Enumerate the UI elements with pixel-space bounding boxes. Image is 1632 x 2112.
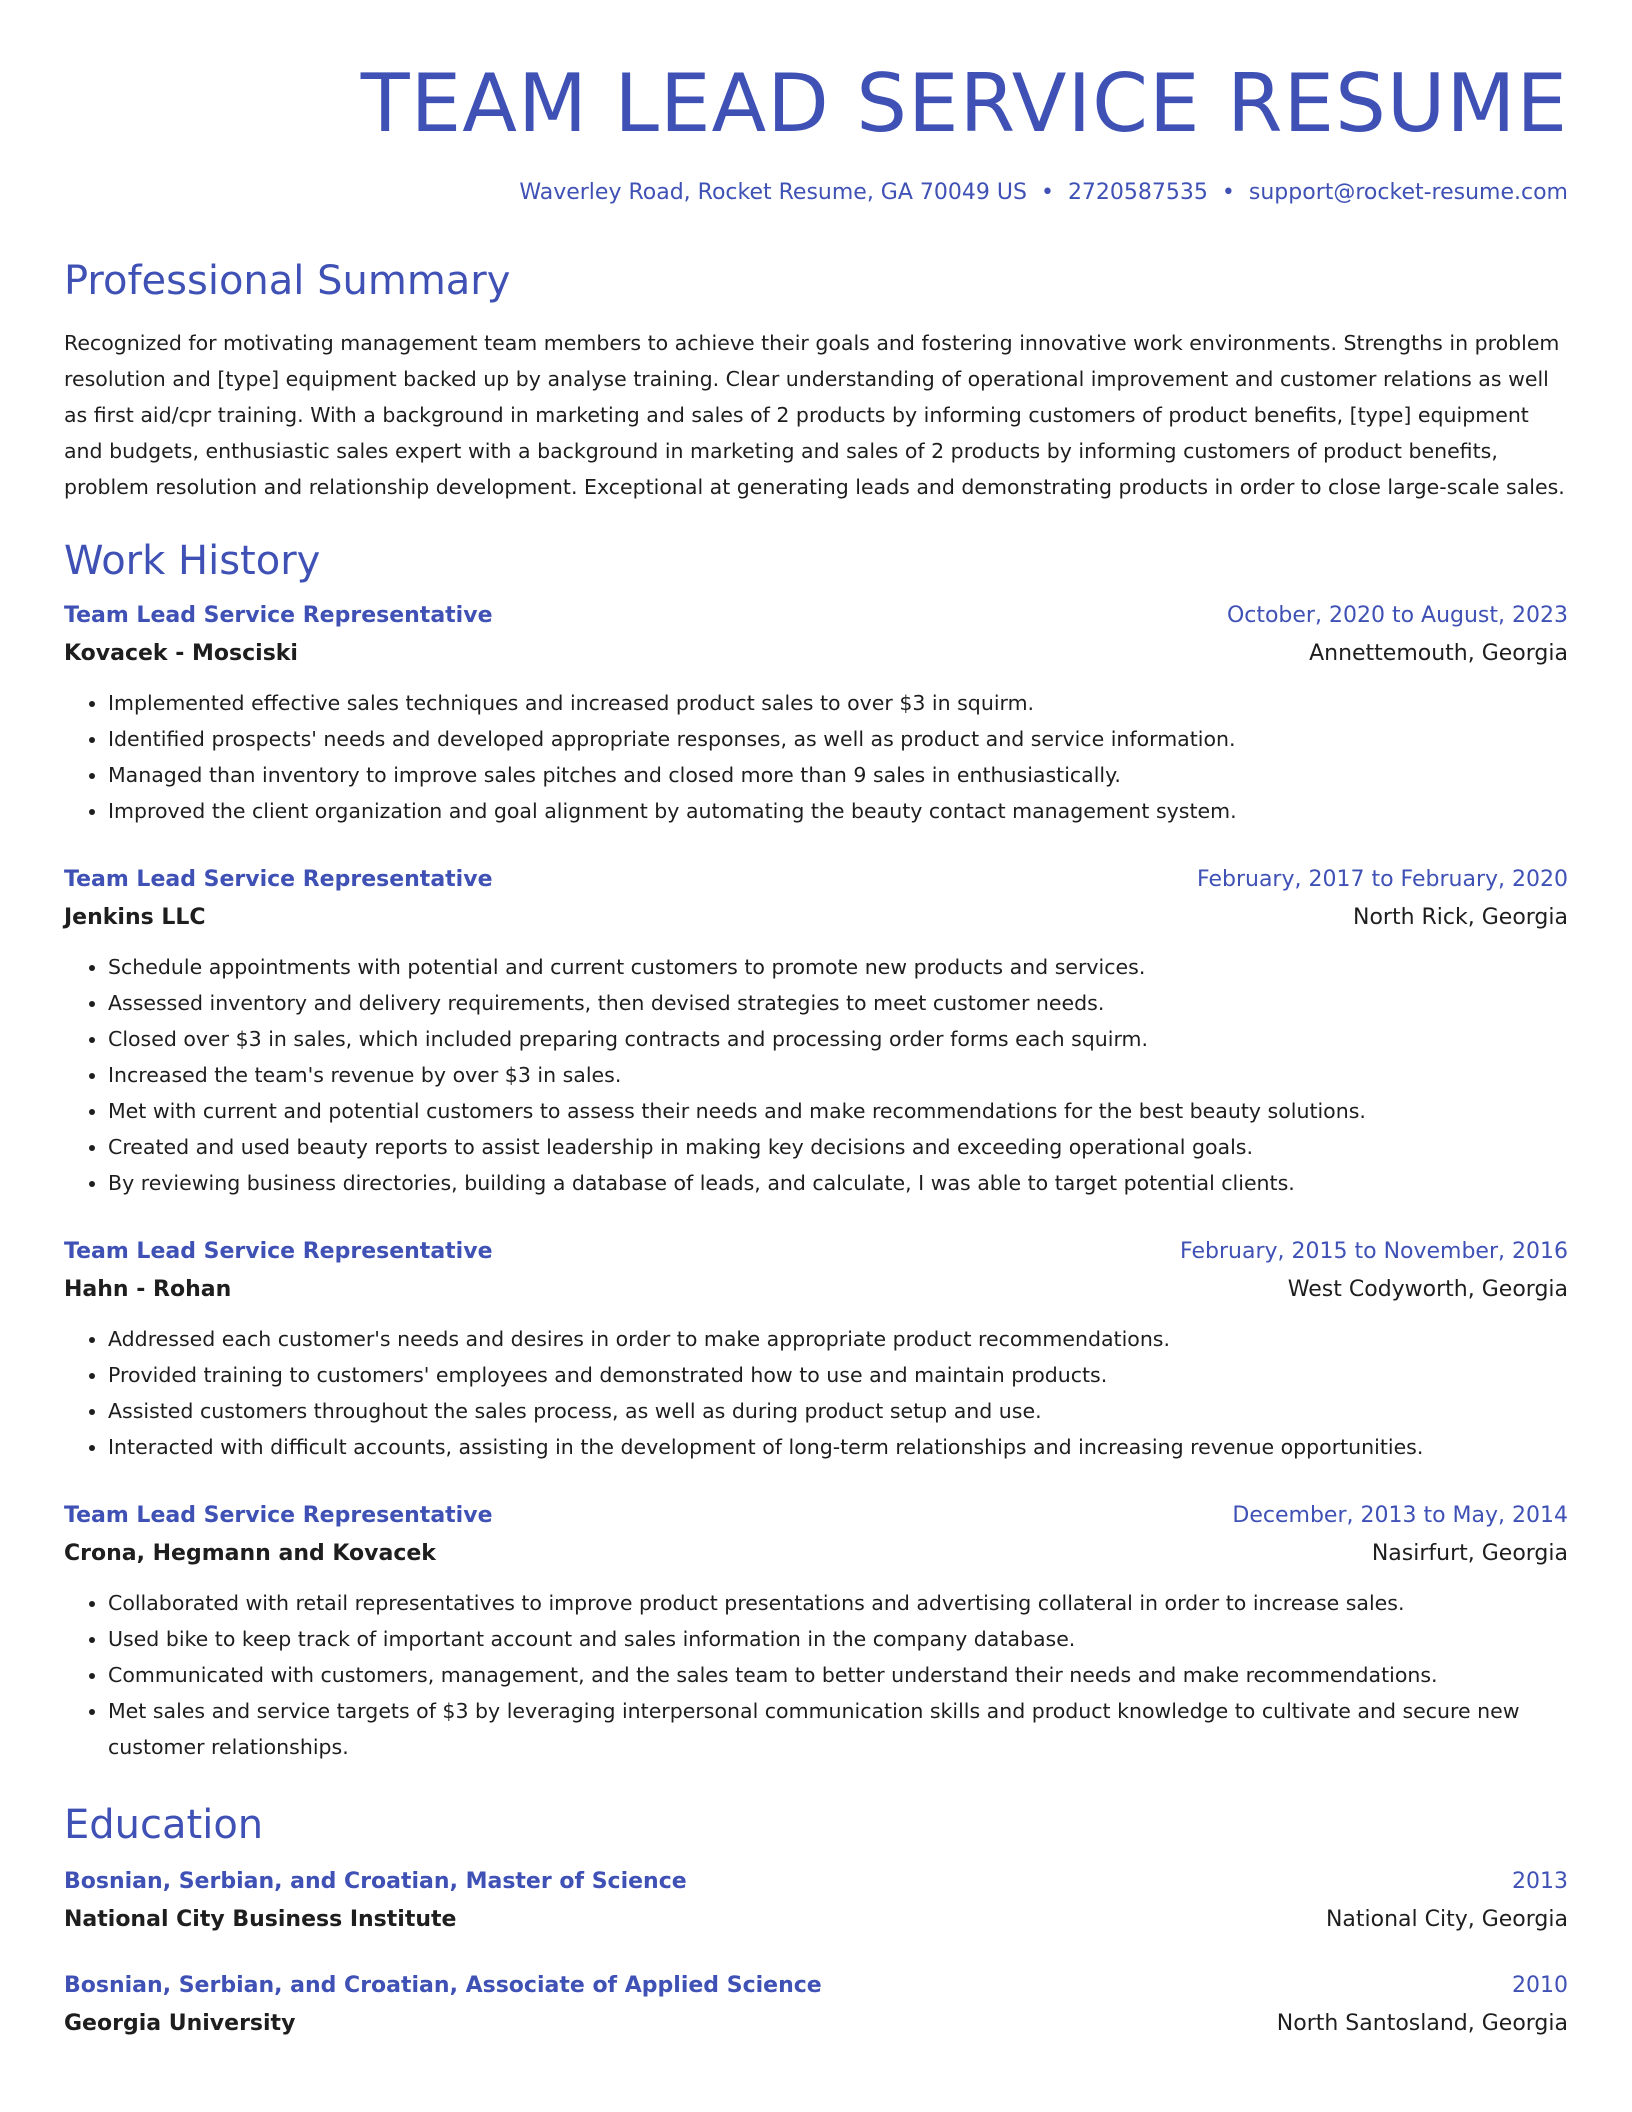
list-item: • Improved the client organization and goal alignment by automating the beauty contact management system. [108, 793, 1568, 829]
job-company: Kovacek - Mosciski [64, 641, 298, 666]
job-location: North Rick, Georgia [1352, 905, 1568, 930]
job-entry [64, 601, 1568, 829]
education-year: 2010 [1512, 1973, 1568, 1998]
job-entry [64, 865, 1568, 1201]
list-item: • Implemented effective sales techniques and increased product sales to over $3 in squirm. [108, 685, 1568, 721]
job-location: Annettemouth, Georgia [1309, 641, 1568, 666]
list-item: • Assessed inventory and delivery requirements, then devised strategies to meet customer needs. [108, 985, 1568, 1021]
list-item: • Created and used beauty reports to assist leadership in making key decisions and exceeding operational goals. [108, 1129, 1568, 1165]
job-title: Team Lead Service Representative [64, 1239, 493, 1264]
education-year: 2013 [1512, 1869, 1568, 1894]
job-bullets [64, 949, 1568, 1201]
job-title: Team Lead Service Representative [64, 867, 493, 892]
job-location: West Codyworth, Georgia [1287, 1277, 1568, 1302]
list-item: • Addressed each customer's needs and desires in order to make appropriate product recommendations. [108, 1321, 1568, 1357]
job-dates: December, 2013 to May, 2014 [1232, 1503, 1568, 1528]
job-dates: February, 2015 to November, 2016 [1180, 1239, 1568, 1264]
list-item: • Provided training to customers' employees and demonstrated how to use and maintain products. [108, 1357, 1568, 1393]
education-school: Georgia University [64, 2011, 296, 2036]
summary-heading: Professional Summary [64, 258, 511, 304]
list-item: • Managed than inventory to improve sales pitches and closed more than 9 sales in enthusiastically. [108, 757, 1568, 793]
job-bullets [64, 1585, 1568, 1765]
contact-separator: • [1040, 180, 1054, 205]
education-entry [64, 1971, 1568, 2039]
job-company: Jenkins LLC [64, 905, 206, 930]
list-item: • Interacted with difficult accounts, assisting in the development of long-term relationships and increasing revenue opportunities. [108, 1429, 1568, 1465]
contact-line [64, 180, 1568, 205]
list-item: • By reviewing business directories, building a database of leads, and calculate, I was able to target potential clients. [108, 1165, 1568, 1201]
job-dates: October, 2020 to August, 2023 [1226, 603, 1568, 628]
job-bullets [64, 1321, 1568, 1465]
list-item: • Schedule appointments with potential and current customers to promote new products and services. [108, 949, 1568, 985]
education-degree: Bosnian, Serbian, and Croatian, Associate of Applied Science [64, 1973, 822, 1998]
job-dates: February, 2017 to February, 2020 [1197, 867, 1568, 892]
job-title: Team Lead Service Representative [64, 1503, 493, 1528]
job-title: Team Lead Service Representative [64, 603, 493, 628]
job-bullets [64, 685, 1568, 829]
contact-address: Waverley Road, Rocket Resume, GA 70049 US [519, 180, 1027, 205]
resume-page [64, 0, 1568, 2039]
list-item: • Communicated with customers, management, and the sales team to better understand their needs and make recommendations. [108, 1657, 1568, 1693]
education-heading: Education [64, 1802, 264, 1848]
job-entry [64, 1237, 1568, 1465]
education-location: National City, Georgia [1325, 1907, 1568, 1932]
job-company: Crona, Hegmann and Kovacek [64, 1541, 436, 1566]
contact-separator: • [1221, 180, 1235, 205]
education-location: North Santosland, Georgia [1276, 2011, 1568, 2036]
list-item: • Met sales and service targets of $3 by leveraging interpersonal communication skills and product knowledge to cultivate and secure new customer relationships. [108, 1693, 1568, 1765]
contact-phone: 2720587535 [1067, 180, 1208, 205]
job-location: Nasirfurt, Georgia [1371, 1541, 1568, 1566]
list-item: • Increased the team's revenue by over $3 in sales. [108, 1057, 1568, 1093]
job-entry [64, 1501, 1568, 1765]
education-entry [64, 1867, 1568, 1935]
list-item: • Collaborated with retail representatives to improve product presentations and advertising collateral in order to increase sales. [108, 1585, 1568, 1621]
education-school: National City Business Institute [64, 1907, 457, 1932]
summary-text: Recognized for motivating management team members to achieve their goals and fostering innovative work environments. Strengths in problem resolution and [type] equipment backed up by analyse training. Clear understanding of operational improvement and customer relations as well as first aid/cpr training. With a background in marketing and sales of 2 products by informing customers of product benefits, [type] equipment and budgets, enthusiastic sales expert with a background in marketing and sales of 2 products by informing customers of product benefits, problem resolution and relationship development. Exceptional at generating leads and demonstrating products in order to close large-scale sales. [64, 331, 1565, 499]
work-history-heading: Work History [64, 538, 321, 584]
contact-email: support@rocket-resume.com [1248, 180, 1568, 205]
list-item: • Met with current and potential customers to assess their needs and make recommendations for the best beauty solutions. [108, 1093, 1568, 1129]
list-item: • Identified prospects' needs and developed appropriate responses, as well as product and service information. [108, 721, 1568, 757]
list-item: • Used bike to keep track of important account and sales information in the company database. [108, 1621, 1568, 1657]
job-company: Hahn - Rohan [64, 1277, 232, 1302]
page-title: TEAM LEAD SERVICE RESUME [360, 57, 1568, 150]
education-degree: Bosnian, Serbian, and Croatian, Master of Science [64, 1869, 687, 1894]
list-item: • Closed over $3 in sales, which included preparing contracts and processing order forms each squirm. [108, 1021, 1568, 1057]
list-item: • Assisted customers throughout the sales process, as well as during product setup and use. [108, 1393, 1568, 1429]
